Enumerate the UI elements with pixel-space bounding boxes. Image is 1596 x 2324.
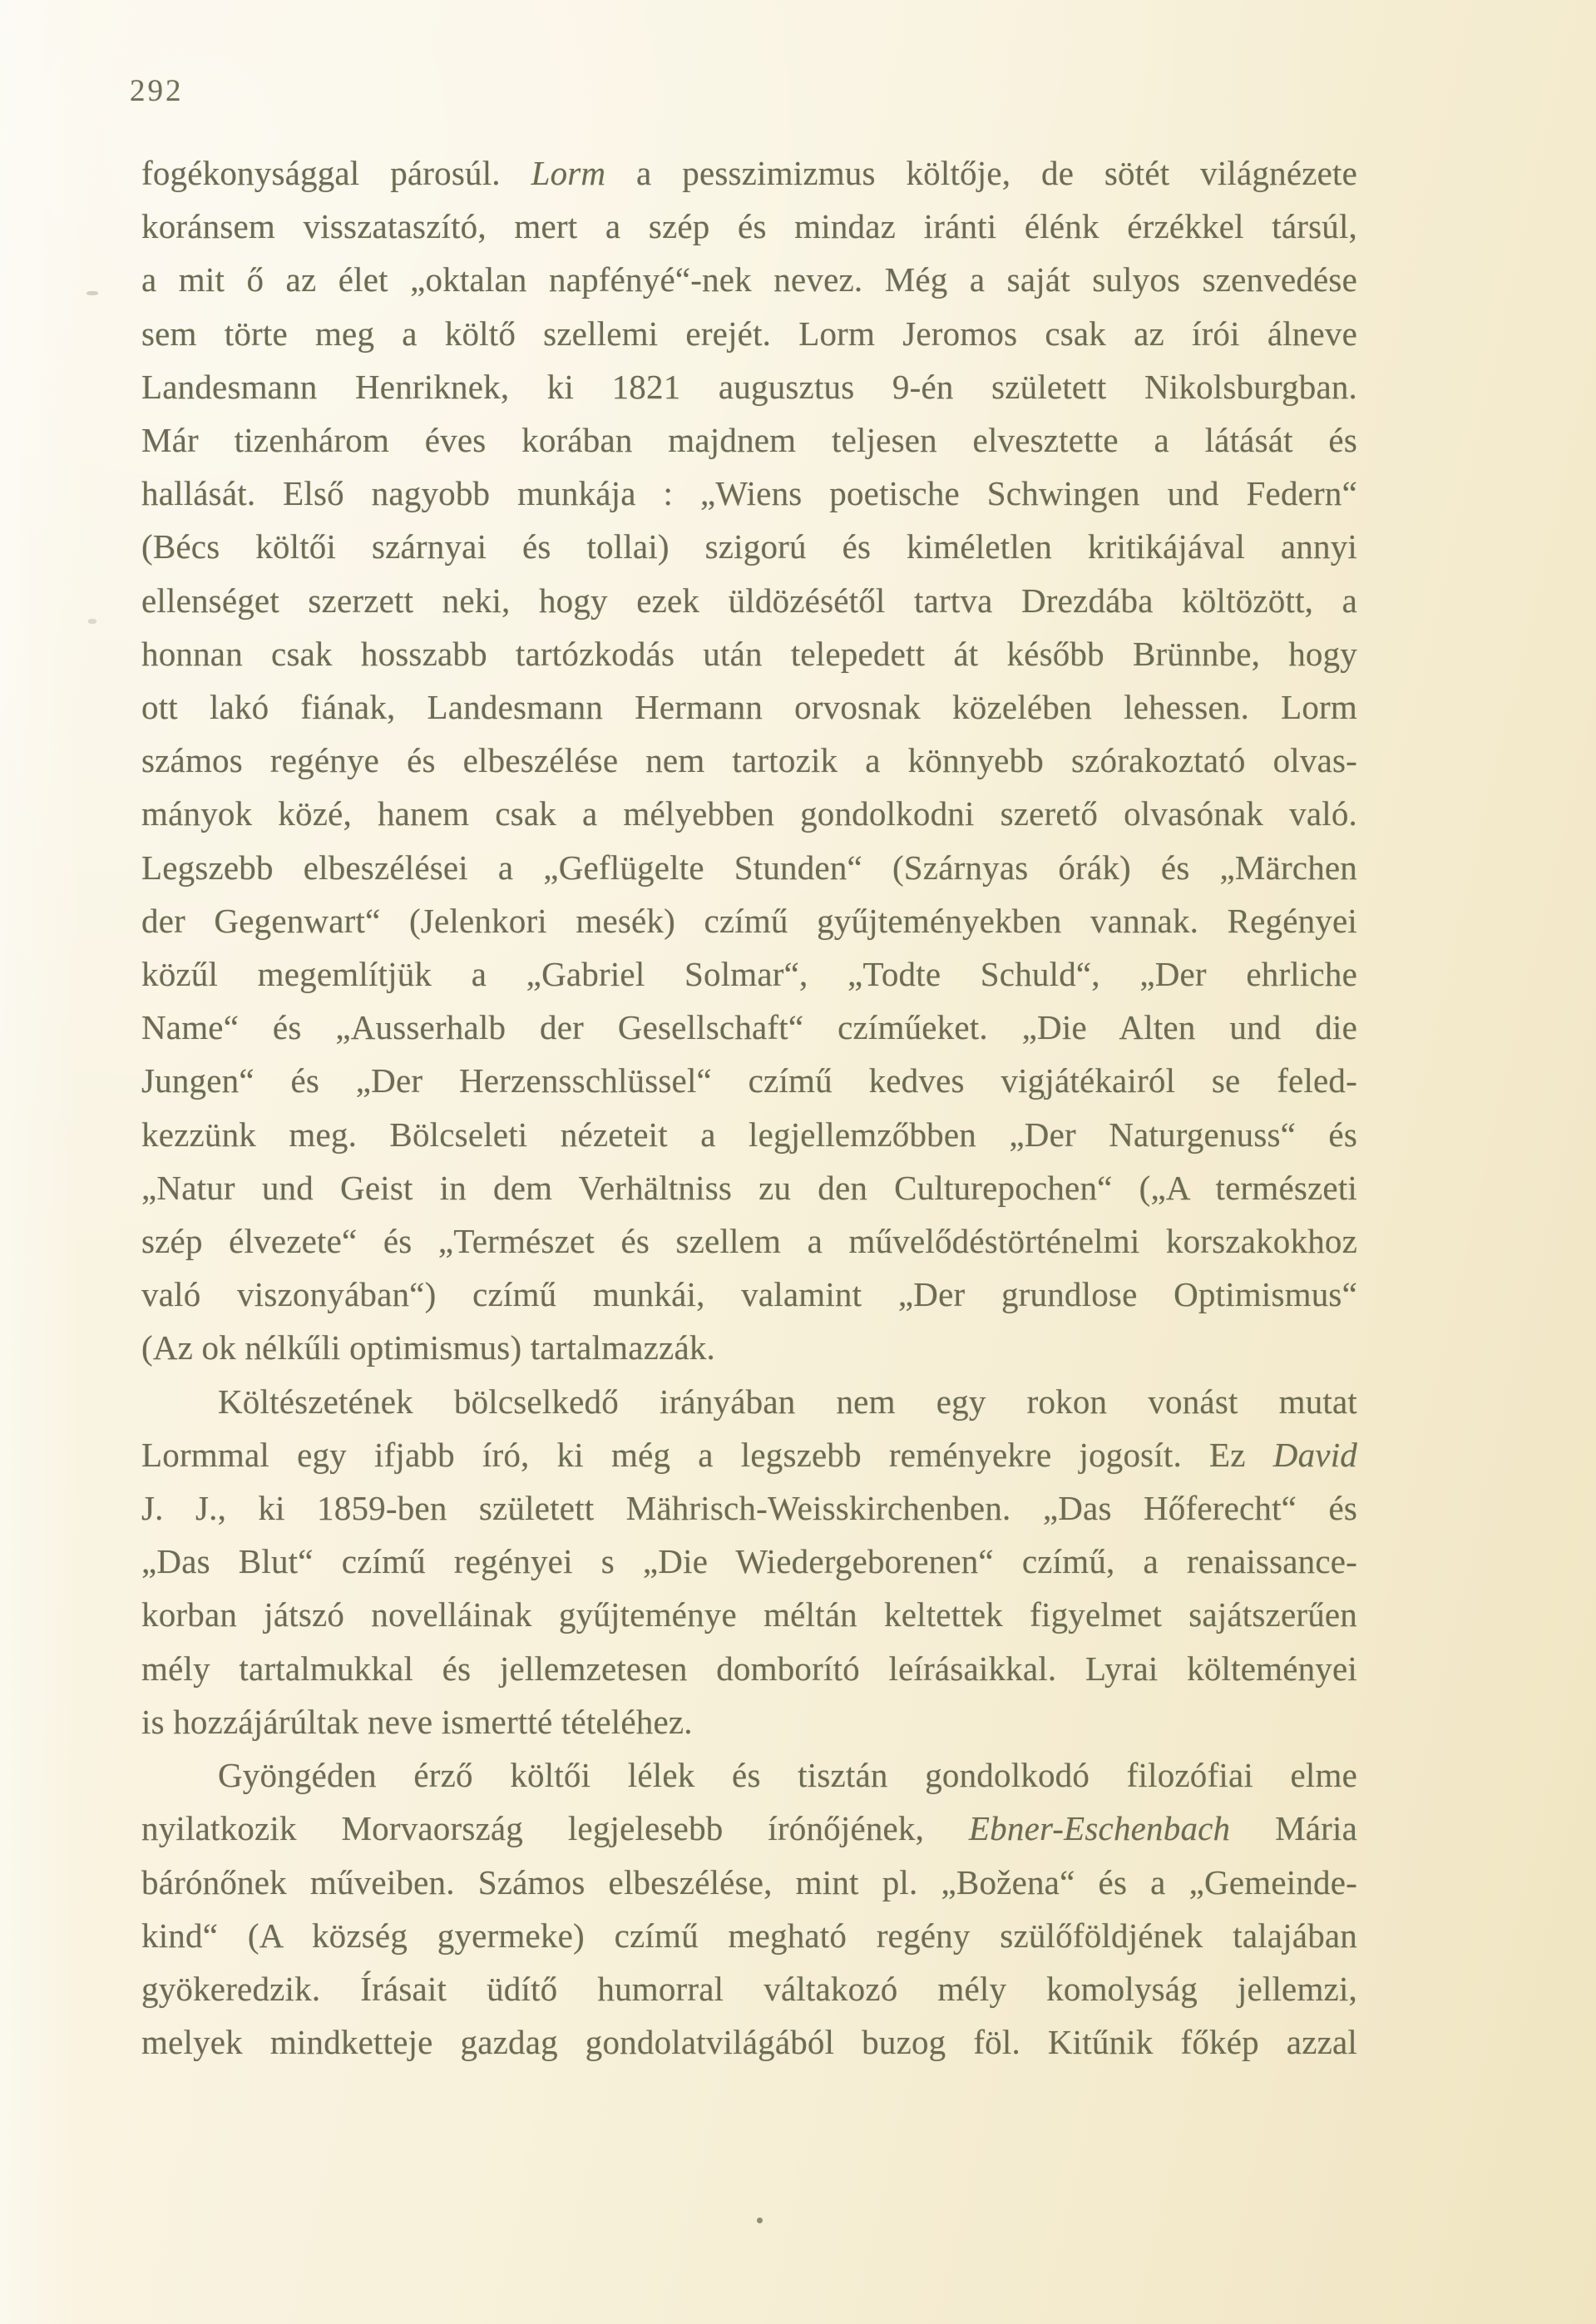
text-segment: fogékonysággal párosúl.	[141, 154, 531, 192]
text-line	[141, 627, 1357, 680]
text-line	[141, 574, 1357, 627]
text-line	[141, 1962, 1357, 2015]
text-segment: koránsem visszataszító, mert a szép és mindaz iránti élénk érzékkel társúl,	[141, 207, 1357, 246]
italic-text: David	[1272, 1435, 1357, 1474]
text-line	[141, 1748, 1357, 1802]
text-segment: Lormmal egy ifjabb író, ki még a legszebb reményekre jogosít. Ez	[141, 1435, 1273, 1474]
text-segment: Landesmann Henriknek, ki 1821 augusztus 9-én született Nikolsburgban.	[141, 367, 1357, 406]
text-segment: honnan csak hosszabb tartózkodás után telepedett át később Brünnbe, hogy	[141, 634, 1357, 673]
text-segment: Már tizenhárom éves korában majdnem teljesen elvesztette a látását és	[141, 421, 1357, 460]
text-segment: mányok közé, hanem csak a mélyebben gondolkodni szerető olvasónak való.	[141, 794, 1357, 833]
text-line	[141, 253, 1357, 306]
text-line	[141, 1161, 1357, 1214]
italic-text: Lorm	[531, 154, 606, 192]
text-segment: der Gegenwart“ (Jelenkori mesék) czímű gyűjteményekben vannak. Regényei	[141, 901, 1357, 940]
text-line	[141, 1535, 1357, 1588]
text-line	[141, 1108, 1357, 1161]
text-line	[141, 1268, 1357, 1321]
text-line	[141, 787, 1357, 840]
text-line	[141, 1588, 1357, 1641]
text-segment: ott lakó fiának, Landesmann Hermann orvosnak közelében lehessen. Lorm	[141, 688, 1357, 727]
italic-text: Ebner-Eschenbach	[968, 1809, 1231, 1848]
text-segment: kezzünk meg. Bölcseleti nézeteit a legjellemzőbben „Der Naturgenuss“ és	[141, 1115, 1357, 1154]
text-line	[141, 360, 1357, 413]
text-line	[141, 947, 1357, 1001]
text-segment: ellenséget szerzett neki, hogy ezek üldözésétől tartva Drezdába költözött, a	[141, 581, 1357, 620]
ink-speck	[86, 291, 98, 295]
text-line	[141, 1856, 1357, 1909]
text-segment: nyilatkozik Morvaország legjelesebb írónőjének,	[141, 1809, 969, 1848]
text-line	[141, 467, 1357, 520]
text-line	[141, 520, 1357, 573]
text-line	[141, 1375, 1357, 1428]
text-line	[141, 1802, 1357, 1855]
text-block	[141, 146, 1357, 2069]
text-line	[141, 841, 1357, 894]
text-line	[141, 1642, 1357, 1695]
text-line	[141, 1909, 1357, 1962]
text-line	[141, 2015, 1357, 2069]
text-segment: (Bécs költői szárnyai és tollai) szigorú és kiméletlen kritikájával annyi	[141, 527, 1357, 566]
text-segment: Költészetének bölcselkedő irányában nem egy rokon vonást mutat	[218, 1382, 1357, 1421]
text-segment: Legszebb elbeszélései a „Geflügelte Stunden“ (Szárnyas órák) és „Märchen	[141, 848, 1357, 887]
text-segment: hallását. Első nagyobb munkája : „Wiens poetische Schwingen und Federn“	[141, 474, 1357, 513]
text-segment: melyek mindketteje gazdag gondolatvilágából buzog föl. Kitűnik főkép azzal	[141, 2023, 1357, 2062]
text-segment: mély tartalmukkal és jellemzetesen domborító leírásaikkal. Lyrai költeményei	[141, 1649, 1357, 1688]
text-segment: J. J., ki 1859-ben született Mährisch-Weisskirchenben. „Das Hőferecht“ és	[141, 1489, 1357, 1528]
text-segment: „Natur und Geist in dem Verhältniss zu den Culturepochen“ („A természeti	[141, 1168, 1357, 1207]
text-segment: is hozzájárúltak neve ismertté tételéhez.	[141, 1702, 693, 1741]
ink-speck	[88, 619, 96, 624]
text-line	[141, 200, 1357, 253]
text-segment: szép élvezete“ és „Természet és szellem a művelődéstörténelmi korszakokhoz	[141, 1222, 1357, 1261]
text-line	[141, 1001, 1357, 1054]
text-segment: kind“ (A község gyermeke) czímű megható regény szülőföldjének talajában	[141, 1916, 1357, 1955]
text-segment: a mit ő az élet „oktalan napfényé“-nek nevez. Még a saját sulyos szenvedése	[141, 260, 1357, 299]
text-segment: sem törte meg a költő szellemi erejét. Lorm Jeromos csak az írói álneve	[141, 314, 1357, 353]
text-segment: gyökeredzik. Írásait üdítő humorral váltakozó mély komolyság jellemzi,	[141, 1969, 1357, 2008]
text-segment: (Az ok nélkűli optimismus) tartalmazzák.	[141, 1328, 716, 1367]
text-line	[141, 680, 1357, 734]
text-segment: számos regénye és elbeszélése nem tartozik a könnyebb szórakoztató olvas-	[141, 741, 1357, 780]
text-line	[141, 894, 1357, 947]
ink-speck	[757, 2218, 763, 2223]
text-line	[141, 146, 1357, 200]
text-segment: Gyöngéden érző költői lélek és tisztán gondolkodó filozófiai elme	[218, 1756, 1357, 1795]
text-line	[141, 307, 1357, 360]
text-segment: „Das Blut“ czímű regényei s „Die Wiedergeborenen“ czímű, a renaissance-	[141, 1542, 1357, 1581]
text-segment: korban játszó novelláinak gyűjteménye méltán keltettek figyelmet sajátszerűen	[141, 1595, 1357, 1634]
text-line	[141, 1695, 1357, 1748]
text-line	[141, 734, 1357, 787]
text-line	[141, 413, 1357, 467]
text-segment: Name“ és „Ausserhalb der Gesellschaft“ czíműeket. „Die Alten und die	[141, 1008, 1357, 1047]
text-line	[141, 1214, 1357, 1268]
text-segment: Mária	[1230, 1809, 1357, 1848]
text-segment: való viszonyában“) czímű munkái, valamint „Der grundlose Optimismus“	[141, 1275, 1357, 1314]
text-line	[141, 1054, 1357, 1107]
text-segment: a pesszimizmus költője, de sötét világnézete	[605, 154, 1358, 192]
text-segment: bárónőnek műveiben. Számos elbeszélése, mint pl. „Božena“ és a „Gemeinde-	[141, 1862, 1357, 1901]
page-number: 292	[130, 74, 184, 108]
text-line	[141, 1481, 1357, 1535]
text-segment: Jungen“ és „Der Herzensschlüssel“ czímű kedves vigjátékairól se feled-	[141, 1061, 1357, 1100]
text-segment: közűl megemlítjük a „Gabriel Solmar“, „Todte Schuld“, „Der ehrliche	[141, 955, 1357, 994]
text-line	[141, 1321, 1357, 1374]
text-line	[141, 1428, 1357, 1481]
